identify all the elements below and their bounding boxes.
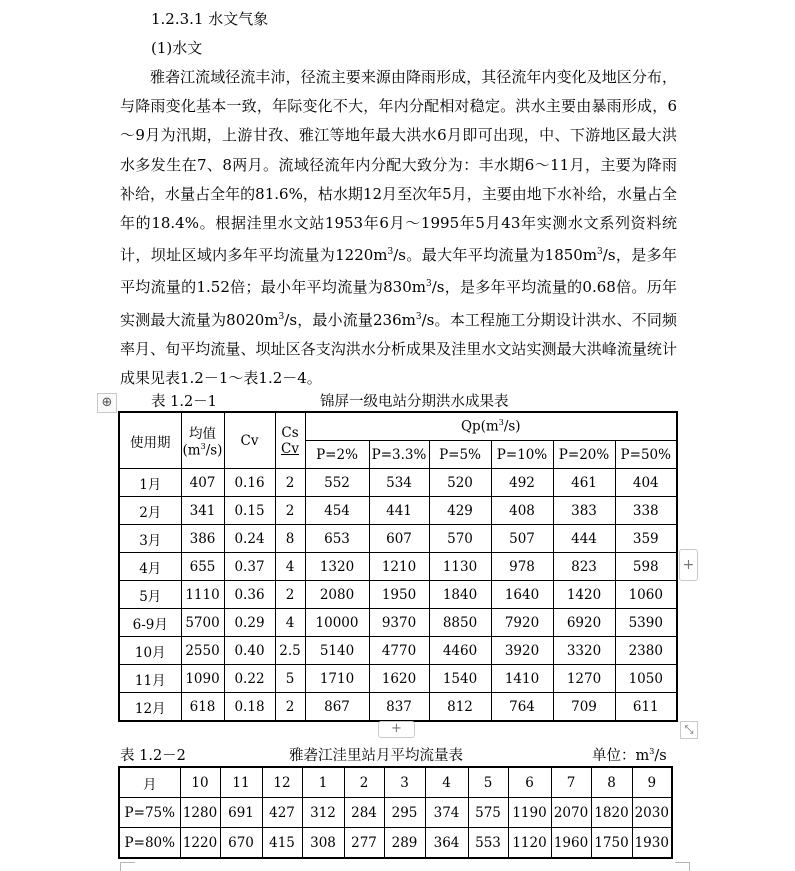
table-row [119,497,677,525]
table-cell: 0.22 [224,665,275,693]
row-period-cell: 2月 [119,497,181,525]
table-cell: 0.15 [224,497,275,525]
subheading: (1)水文 [151,39,203,57]
table-cell: 1540 [429,665,491,693]
table-cell: 4770 [369,637,429,665]
table-cell: 4 [275,609,305,637]
table-cell: 0.29 [224,609,275,637]
table-cell: 575 [468,798,508,828]
table2-label: 表 1.2－2 [120,748,186,764]
month-header-cell: 月 [119,767,180,798]
header-mean-unit: $(m^3/s)$ [182,442,223,459]
add-column-button[interactable]: + [679,549,698,581]
table-cell: 1750 [591,828,632,859]
table-cell: 978 [491,553,553,581]
add-row-button[interactable]: + [378,721,415,738]
table-cell: 1950 [369,581,429,609]
header-frequency: P=5% [429,441,491,469]
table-row [119,665,677,693]
table-cell: 0.37 [224,553,275,581]
month-header-cell: 8 [591,767,632,798]
superscript: 3 [278,311,285,322]
table-cell: 1410 [491,665,553,693]
paragraph-text: /s，是多年平均流量的0.68倍。历年实测最大流量为8020m [120,278,677,329]
table-cell: 359 [615,525,677,553]
table-cell: 407 [181,469,224,497]
paragraph-text: 雅砻江流域径流丰沛，径流主要来源由降雨形成，其径流年内变化及地区分布，与降雨变化基本一致，年际变化不大，年内分配相对稳定。洪水主要由暴雨形成，6～9月为汛期，上游甘孜、雅江等地年最大洪水6月即可出现，中、下游地区最大洪水多发生在7、8两月。流域径流年内分配大致分为：丰水期6～11月，主要为降雨补给，水量占全年的81.6%，枯水期12月至次年5月，主要由地下水补给，水量占全年的18.4%。根据洼里水文站1953年6月～1995年5月43年实测水文系列资料统计，坝址区域内多年平均流量为1220m [120,68,677,265]
header-mean [181,412,224,469]
header-row [119,767,672,798]
table-cell: 289 [384,828,425,859]
table-cell: 9370 [369,609,429,637]
table-cell: 2 [275,693,305,722]
table-cell: 3320 [553,637,615,665]
row-period-cell: 5月 [119,581,181,609]
header-cv-denominator: Cv [281,440,299,457]
superscript: 3 [415,311,422,322]
row-period-cell: 4月 [119,553,181,581]
table-cell: 1930 [632,828,672,859]
table-cell: 8850 [429,609,491,637]
header-cv: Cv [224,412,275,469]
table-cell: 8 [275,525,305,553]
month-header-cell: 5 [468,767,508,798]
table-cell: 1320 [305,553,369,581]
paragraph-text: /s，最小流量236m [284,310,416,329]
table-cell: 427 [262,798,302,828]
table-cell: 364 [425,828,468,859]
header-cs: Cs [281,424,299,441]
table-cell: 0.18 [224,693,275,722]
month-header-cell: 12 [262,767,302,798]
table-cell: 284 [344,798,384,828]
paragraph-text: /s。最大年平均流量为1850m [393,246,598,265]
table-cell: 598 [615,553,677,581]
header-period: 使用期 [119,412,181,469]
table-resize-icon[interactable]: ⤡ [680,721,698,739]
header-frequency: P=20% [553,441,615,469]
superscript: 3 [387,247,394,258]
table-cell: 2 [275,497,305,525]
table-cell: 2080 [305,581,369,609]
table-cell: 618 [181,693,224,722]
paragraph-text: /s，是多年平均流量的1.52倍；最小年平均流量为830m [120,246,677,297]
table-cell: 408 [491,497,553,525]
table-cell: 4 [275,553,305,581]
table-cell: 653 [305,525,369,553]
header-frequency: P=3.3% [369,441,429,469]
section-heading: 1.2.3.1 水文气象 [151,10,269,28]
table-cell: 5390 [615,609,677,637]
table-cell: 383 [553,497,615,525]
table-cell: 1060 [615,581,677,609]
probability-cell: P=75% [119,798,180,828]
row-period-cell: 12月 [119,693,181,722]
table-cell: 507 [491,525,553,553]
monthly-flow-table [118,766,673,859]
table-cell: 1190 [508,798,551,828]
table-cell: 2 [275,581,305,609]
row-period-cell: 6-9月 [119,609,181,637]
table-cell: 552 [305,469,369,497]
table-cell: 607 [369,525,429,553]
table-cell: 5 [275,665,305,693]
table1-title: 锦屏一级电站分期洪水成果表 [320,394,509,410]
table-row [119,828,672,859]
table-cell: 415 [262,828,302,859]
table-cell: 1420 [553,581,615,609]
table-cell: 0.36 [224,581,275,609]
table-row [119,637,677,665]
header-frequency: P=2% [305,441,369,469]
table-cell: 837 [369,693,429,722]
table-cell: 1220 [180,828,220,859]
table-cell: 812 [429,693,491,722]
table-cell: 429 [429,497,491,525]
table-cell: 461 [553,469,615,497]
table-cell: 1620 [369,665,429,693]
table-cell: 492 [491,469,553,497]
table-cell: 1110 [181,581,224,609]
paragraph-text: /s。本工程施工分期设计洪水、不同频率月、旬平均流量、坝址区各支沟洪水分析成果及洼里水文站实测最大洪峰流量统计成果见表1.2－1～表1.2－4。 [120,310,677,388]
table-cell: 312 [302,798,344,828]
table-cell: 1090 [181,665,224,693]
table-row [119,553,677,581]
header-cs-cv [275,412,305,469]
table-cell: 295 [384,798,425,828]
table-cell: 5140 [305,637,369,665]
table-cell: 1820 [591,798,632,828]
table-cell: 553 [468,828,508,859]
month-header-cell: 11 [220,767,262,798]
table-cell: 1210 [369,553,429,581]
table-cell: 404 [615,469,677,497]
table2-unit: 单位：$m^3/s$ [592,747,667,764]
table-cell: 338 [615,497,677,525]
table-cell: 444 [553,525,615,553]
table-cell: 6920 [553,609,615,637]
table-move-icon[interactable]: ⊕ [97,393,117,413]
month-header-cell: 7 [551,767,591,798]
table-cell: 0.24 [224,525,275,553]
table-cell: 2030 [632,798,672,828]
table-cell: 1960 [551,828,591,859]
table-cell: 0.16 [224,469,275,497]
table-cell: 3920 [491,637,553,665]
table-cell: 1640 [491,581,553,609]
month-header-cell: 2 [344,767,384,798]
table-cell: 1130 [429,553,491,581]
table-cell: 691 [220,798,262,828]
table-cell: 2 [275,469,305,497]
table-cell: 5700 [181,609,224,637]
table-cell: 441 [369,497,429,525]
row-period-cell: 10月 [119,637,181,665]
table-cell: 7920 [491,609,553,637]
table-cell: 709 [553,693,615,722]
header-qp: $Qp(m^3/s)$ [305,412,677,441]
table-row [119,469,677,497]
table-cell: 867 [305,693,369,722]
table-row [119,693,677,722]
table-cell: 655 [181,553,224,581]
superscript: 3 [425,279,432,290]
month-header-cell: 1 [302,767,344,798]
table-cell: 2550 [181,637,224,665]
header-frequency: P=50% [615,441,677,469]
body-paragraph [120,63,677,393]
month-header-cell: 6 [508,767,551,798]
month-header-cell: 3 [384,767,425,798]
table-cell: 570 [429,525,491,553]
table-row [119,609,677,637]
table-cell: 764 [491,693,553,722]
row-period-cell: 1月 [119,469,181,497]
table-cell: 341 [181,497,224,525]
table2-title: 雅砻江洼里站月平均流量表 [289,748,463,764]
table-cell: 1710 [305,665,369,693]
table-cell: 308 [302,828,344,859]
month-header-cell: 10 [180,767,220,798]
table-cell: 0.40 [224,637,275,665]
superscript: 3 [597,247,603,258]
table-cell: 374 [425,798,468,828]
table-cell: 670 [220,828,262,859]
table-cell: 1050 [615,665,677,693]
table-cell: 454 [305,497,369,525]
row-period-cell: 11月 [119,665,181,693]
table-row [119,581,677,609]
row-period-cell: 3月 [119,525,181,553]
month-header-cell: 9 [632,767,672,798]
table-cell: 1120 [508,828,551,859]
table-cell: 386 [181,525,224,553]
table-cell: 1840 [429,581,491,609]
table-row [119,798,672,828]
table-cell: 520 [429,469,491,497]
table-cell: 1280 [180,798,220,828]
table-row [119,525,677,553]
table-cell: 1270 [553,665,615,693]
header-frequency: P=10% [491,441,553,469]
table-cell: 611 [615,693,677,722]
probability-cell: P=80% [119,828,180,859]
month-header-cell: 4 [425,767,468,798]
table-cell: 2380 [615,637,677,665]
table-cell: 2.5 [275,637,305,665]
table1-label: 表 1.2－1 [151,394,217,410]
table-cell: 534 [369,469,429,497]
table-cell: 2070 [551,798,591,828]
table-cell: 10000 [305,609,369,637]
table-cell: 823 [553,553,615,581]
table-cell: 277 [344,828,384,859]
flood-results-table [118,411,678,722]
table-cell: 4460 [429,637,491,665]
header-mean-top: 均值 [189,426,216,443]
